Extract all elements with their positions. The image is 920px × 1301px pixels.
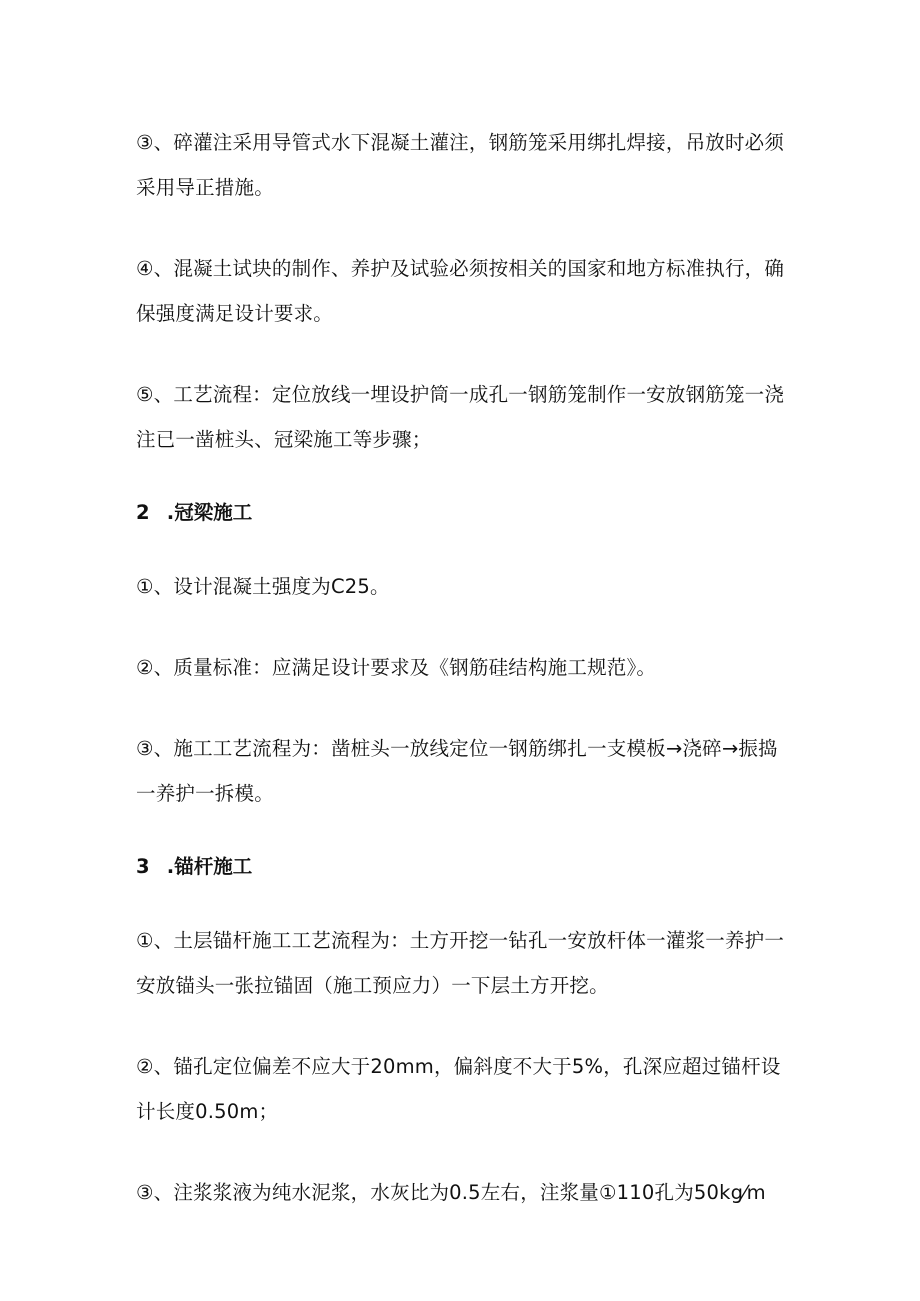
paragraph-5-process-flow: ⑤、工艺流程：定位放线一埋设护筒一成孔一钢筋笼制作一安放钢筋笼一浇注已一凿桩头、冠梁施工等步骤；	[136, 383, 785, 451]
section-title: .冠梁施工	[166, 501, 253, 524]
section-title: .锚杆施工	[166, 855, 253, 878]
paragraph-1-anchor-process: ①、土层锚杆施工工艺流程为：土方开挖一钻孔一安放杆体一灌浆一养护一安放锚头一张拉锚固（施工预应力）一下层土方开挖。	[136, 929, 785, 997]
paragraph-3-pile-pouring: ③、碎灌注采用导管式水下混凝土灌注，钢筋笼采用绑扎焊接，吊放时必须采用导正措施。	[136, 131, 785, 199]
paragraph-4-concrete-test-blocks: ④、混凝土试块的制作、养护及试验必须按相关的国家和地方标准执行，确保强度满足设计要求。	[136, 257, 785, 325]
paragraph-1-concrete-strength: ①、设计混凝土强度为C25。	[136, 575, 390, 598]
paragraph-2-quality-standard: ②、质量标准：应满足设计要求及《钢筋硅结构施工规范》。	[136, 656, 657, 679]
paragraph-2-hole-tolerance: ②、锚孔定位偏差不应大于20mm，偏斜度不大于5%，孔深应超过锚杆设计长度0.50m；	[136, 1055, 781, 1123]
paragraph-3-grouting: ③、注浆浆液为纯水泥浆，水灰比为0.5左右，注浆量①110孔为50kg⁄m	[136, 1181, 766, 1204]
section-number: 3	[136, 855, 150, 878]
section-heading-3	[136, 852, 790, 882]
paragraph-3-construction-flow: ③、施工工艺流程为：凿桩头一放线定位一钢筋绑扎一支模板→浇碎→振捣一养护一拆模。	[136, 737, 778, 805]
section-number: 2	[136, 501, 150, 524]
section-heading-2	[136, 498, 790, 528]
